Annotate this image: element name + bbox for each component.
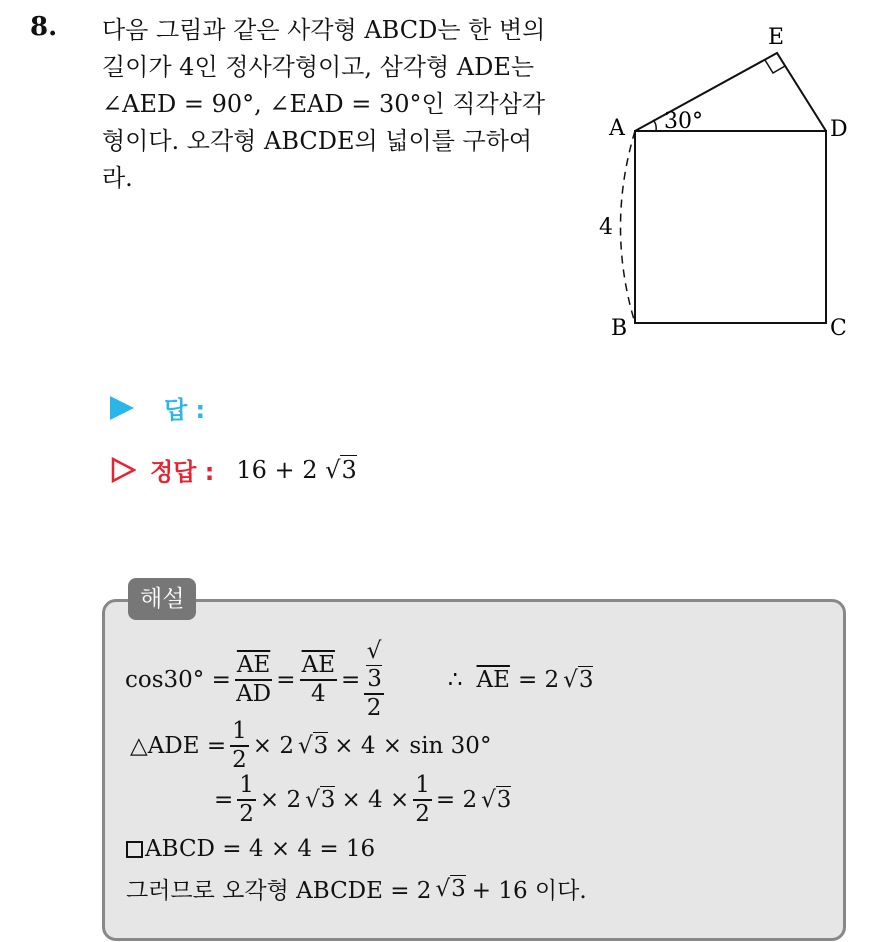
answer-row [110, 390, 205, 425]
fraction: $\frac{\overline{AE}}{AD}$ [236, 652, 272, 707]
side-label: 4 [599, 215, 613, 240]
side-length-arc [621, 131, 636, 323]
vertex-label-a: A [609, 116, 625, 141]
problem-line: 라. [102, 164, 133, 192]
problem-text [102, 12, 572, 197]
fraction: $\frac{1}{2}$ [232, 718, 247, 773]
fraction: $\frac{1}{2}$ [239, 772, 254, 827]
vertex-label-e: E [768, 25, 785, 50]
angle-arc [653, 120, 656, 131]
geometry-figure [596, 18, 868, 350]
solution-line-4: ABCD = 4 × 4 = 16 [126, 836, 375, 862]
solution-line-2: △ADE = $\frac{1}{2}$ × 2 √3 × 4 × sin 30° [130, 718, 492, 773]
angle-label: 30° [664, 109, 703, 134]
correct-answer-value: 16 + 2 √3 [236, 455, 357, 484]
problem-line: 길이가 4인 정사각형이고, 삼각형 ADE는 [102, 53, 535, 81]
vertex-label-c: C [830, 316, 847, 341]
problem-line: 다음 그림과 같은 사각형 ABCD는 한 변의 [102, 16, 546, 44]
answer-label: 답 : [164, 396, 206, 424]
problem-line: ∠AED = 90°, ∠EAD = 30°인 직각삼각 [102, 90, 546, 118]
square-abcd [635, 131, 826, 323]
solution-line-1: cos30° = $\frac{\overline{AE}}{AD}$ = $\frac{\overline{AE}}{4}$ = √ 3 2 ∴ $\overline{AE}$ = 2 √3 [125, 638, 594, 721]
fraction: $\frac{\overline{AE}}{4}$ [301, 652, 335, 707]
vertex-label-d: D [830, 117, 848, 142]
fraction: $\frac{1}{2}$ [415, 772, 430, 827]
correct-answer-row [110, 452, 357, 487]
fraction: √ 3 2 [364, 638, 384, 722]
solution-tag: 해설 [128, 578, 196, 620]
play-triangle-icon [110, 396, 134, 420]
problem-line: 형이다. 오각형 ABCDE의 넓이를 구하여 [102, 127, 533, 155]
correct-answer-label: 정답 : [150, 458, 215, 486]
vertex-label-b: B [611, 316, 628, 341]
solution-line-5: 그러므로 오각형 ABCDE = 2 √3 + 16 이다. [126, 875, 587, 904]
square-symbol-icon [126, 841, 143, 858]
solution-line-3: = $\frac{1}{2}$ × 2 √3 × 4 × $\frac{1}{2}$ = 2 √3 [214, 772, 512, 827]
problem-number: 8. [30, 12, 58, 42]
outline-triangle-icon [110, 457, 136, 483]
